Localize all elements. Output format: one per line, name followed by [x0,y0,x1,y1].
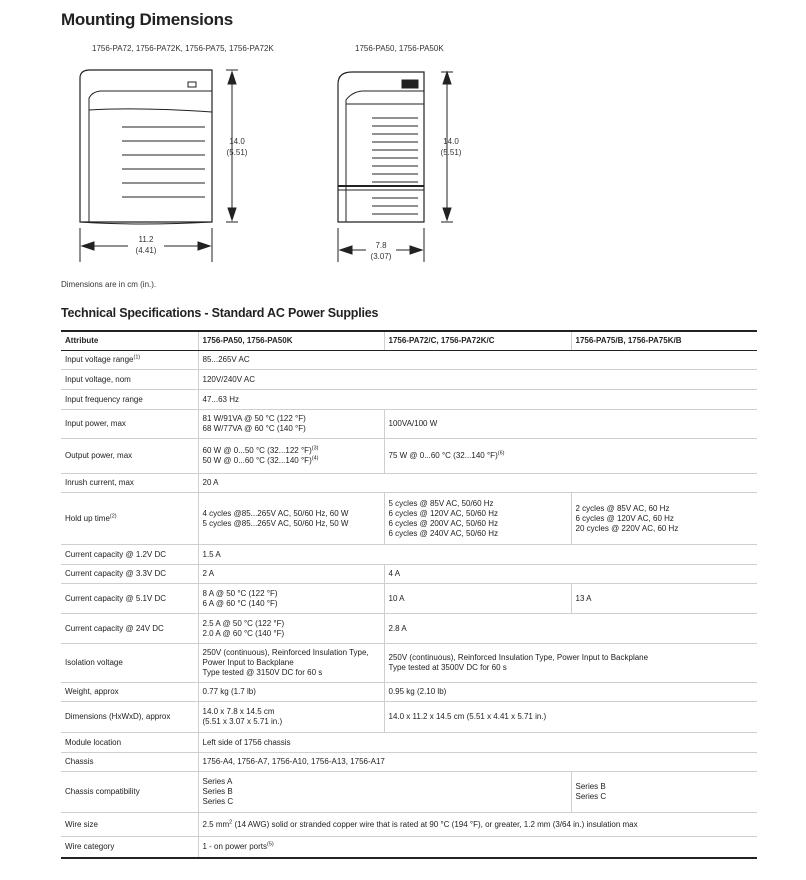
value-cell: 100VA/100 W [384,410,757,439]
table-row [61,370,757,390]
table-row [61,614,757,644]
attr-cell: Module location [61,733,198,753]
attr-cell: Weight, approx [61,683,198,702]
table-row [61,772,757,813]
table-row [61,683,757,702]
value-cell: 2 A [198,565,384,584]
value-cell: 20 A [198,474,757,493]
value-cell: 2 cycles @ 85V AC, 60 Hz 6 cycles @ 120V AC, 60 Hz 20 cycles @ 220V AC, 60 Hz [571,493,757,545]
value-cell: Series B Series C [571,772,757,813]
value-cell: 1756-A4, 1756-A7, 1756-A10, 1756-A13, 1756-A17 [198,753,757,772]
right-module-drawing [338,72,424,222]
value-cell: 47...63 Hz [198,390,757,410]
table-row [61,493,757,545]
value-cell: 60 W @ 0...50 °C (32...122 °F)$^{(3)}$ 50 W @ 0...60 °C (32...140 °F)$^{(4)}$ [198,439,384,474]
attr-cell: Isolation voltage [61,644,198,683]
attr-cell: Wire category [61,837,198,858]
value-cell: 2.5 $mm^2$ (14 AWG) solid or stranded copper wire that is rated at 90 °C (194 °F), or greater, 1.2 mm (3/64 in.) insulation max [198,813,757,837]
right-height-label: 14.0 (5.51) [440,137,462,157]
value-cell: 2.8 A [384,614,757,644]
header-pa75: 1756-PA75/B, 1756-PA75K/B [571,331,757,351]
attr-cell: Input power, max [61,410,198,439]
value-cell: Left side of 1756 chassis [198,733,757,753]
attr-cell: Inrush current, max [61,474,198,493]
value-cell: 8 A @ 50 °C (122 °F) 6 A @ 60 °C (140 °F) [198,584,384,614]
table-row [61,702,757,733]
table-row [61,753,757,772]
value-cell: 13 A [571,584,757,614]
value-cell: 1 - on power ports$^{(5)}$ [198,837,757,858]
table-row [61,351,757,370]
header-pa72: 1756-PA72/C, 1756-PA72K/C [384,331,571,351]
value-cell: 4 cycles @85...265V AC, 50/60 Hz, 60 W 5 cycles @85...265V AC, 50/60 Hz, 50 W [198,493,384,545]
attr-cell: Dimensions (HxWxD), approx [61,702,198,733]
value-cell: 85...265V AC [198,351,757,370]
left-height-label: 14.0 (5.51) [226,137,248,157]
attr-cell: Current capacity @ 1.2V DC [61,545,198,565]
table-header-row [61,331,757,351]
table-row [61,733,757,753]
table-row [61,390,757,410]
table-row [61,565,757,584]
value-cell: 250V (continuous), Reinforced Insulation Type, Power Input to Backplane Type tested @ 3150V DC for 60 s [198,644,384,683]
value-cell: 14.0 x 7.8 x 14.5 cm (5.51 x 3.07 x 5.71 in.) [198,702,384,733]
attr-cell: Wire size [61,813,198,837]
table-row [61,813,757,837]
value-cell: Series A Series B Series C [198,772,571,813]
table-row [61,584,757,614]
table-row [61,644,757,683]
value-cell: 1.5 A [198,545,757,565]
dimensions-note: Dimensions are in cm (in.). [61,280,157,289]
attr-cell: Chassis [61,753,198,772]
table-row [61,410,757,439]
attr-cell: Current capacity @ 3.3V DC [61,565,198,584]
value-cell: 0.95 kg (2.10 lb) [384,683,757,702]
table-row [61,474,757,493]
value-cell: 75 W @ 0...60 °C (32...140 °F)$^{(6)}$ [384,439,757,474]
attr-cell: Input voltage range$^{(1)}$ [61,351,198,370]
section-title: Mounting Dimensions [61,10,233,29]
value-cell: 250V (continuous), Reinforced Insulation Type, Power Input to Backplane Type tested at 3500V DC for 60 s [384,644,757,683]
attr-cell: Input frequency range [61,390,198,410]
value-cell: 81 W/91VA @ 50 °C (122 °F) 68 W/77VA @ 60 °C (140 °F) [198,410,384,439]
attr-cell: Output power, max [61,439,198,474]
right-figure-caption: 1756-PA50, 1756-PA50K [355,44,444,53]
value-cell: 4 A [384,565,757,584]
attr-cell: Current capacity @ 5.1V DC [61,584,198,614]
attr-cell: Input voltage, nom [61,370,198,390]
mounting-dimension-drawings [0,0,806,300]
header-attribute: Attribute [61,331,198,351]
left-figure-caption: 1756-PA72, 1756-PA72K, 1756-PA75, 1756-PA72K [92,44,274,53]
spec-table [61,330,757,859]
spec-title: Technical Specifications - Standard AC Power Supplies [61,306,379,320]
attr-cell: Current capacity @ 24V DC [61,614,198,644]
attr-cell: Chassis compatibility [61,772,198,813]
table-row [61,837,757,858]
attr-cell: Hold up time$^{(2)}$ [61,493,198,545]
value-cell: 5 cycles @ 85V AC, 50/60 Hz 6 cycles @ 120V AC, 50/60 Hz 6 cycles @ 200V AC, 50/60 Hz 6 cycles @ 240V AC, 50/60 Hz [384,493,571,545]
value-cell: 120V/240V AC [198,370,757,390]
value-cell: 14.0 x 11.2 x 14.5 cm (5.51 x 4.41 x 5.71 in.) [384,702,757,733]
left-module-drawing [80,70,212,224]
left-width-label: 11.2 (4.41) [135,235,157,255]
header-pa50: 1756-PA50, 1756-PA50K [198,331,384,351]
right-width-label: 7.8 (3.07) [370,241,392,261]
value-cell: 0.77 kg (1.7 lb) [198,683,384,702]
value-cell: 2.5 A @ 50 °C (122 °F) 2.0 A @ 60 °C (140 °F) [198,614,384,644]
value-cell: 10 A [384,584,571,614]
table-row [61,439,757,474]
table-row [61,545,757,565]
